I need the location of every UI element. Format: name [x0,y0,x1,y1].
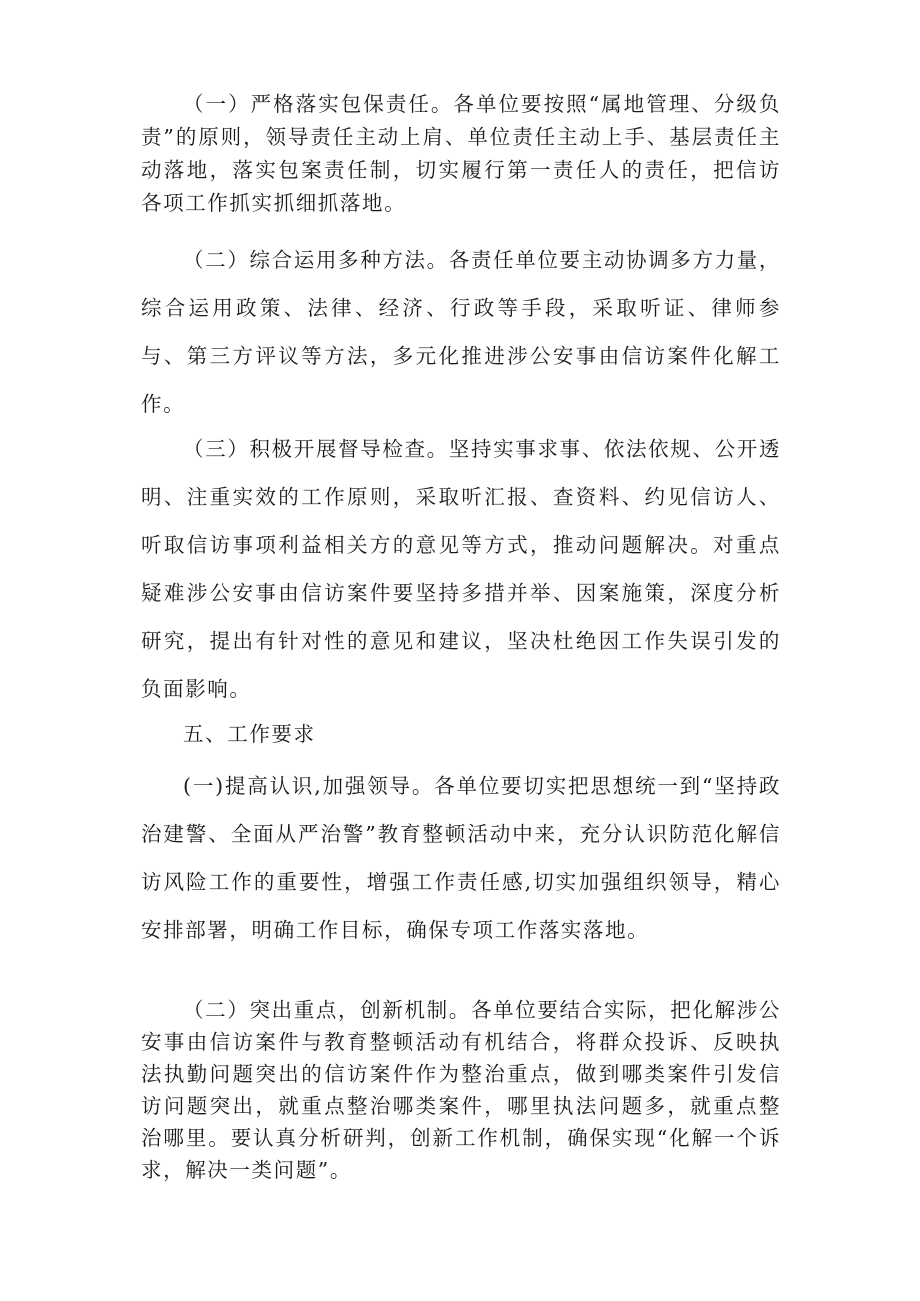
paragraph-methods: （二）综合运用多种方法。各责任单位要主动协调多方力量，综合运用政策、法律、经济、行政等手段，采取听证、律师参与、第三方评议等方法，多元化推进涉公安事由信访案件化解工作。 [141,248,781,416]
paragraph-key-points: （二）突出重点，创新机制。各单位要结合实际，把化解涉公安事由信访案件与教育整顿活动有机结合，将群众投诉、反映执法执勤问题突出的信访案件作为整治重点，做到哪类案件引发信访问题突出，就重点整治哪类案件，哪里执法问题多，就重点整治哪里。要认真分析研判，创新工作机制，确保实现“化解一个诉求，解决一类问题”。 [141,998,781,1182]
section-heading: 五、工作要求 [183,722,316,746]
paragraph-awareness: (一)提高认识,加强领导。各单位要切实把思想统一到“坚持政治建警、全面从严治警”教育整顿活动中来，充分认识防范化解信访风险工作的重要性，增强工作责任感,切实加强组织领导，精心安排部署，明确工作目标，确保专项工作落实落地。 [141,774,781,942]
paragraph-inspection: （三）积极开展督导检查。坚持实事求事、依法依规、公开透明、注重实效的工作原则，采取听汇报、查资料、约见信访人、听取信访事项利益相关方的意见等方式，推动问题解决。对重点疑难涉公安事由信访案件要坚持多措并举、因案施策，深度分析研究，提出有针对性的意见和建议，坚决杜绝因工作失误引发的负面影响。 [141,437,781,701]
paragraph-responsibility: （一）严格落实包保责任。各单位要按照“属地管理、分级负责”的原则，领导责任主动上肩、单位责任主动上手、基层责任主动落地，落实包案责任制，切实履行第一责任人的责任，把信访各项工作抓实抓细抓落地。 [141,92,781,215]
